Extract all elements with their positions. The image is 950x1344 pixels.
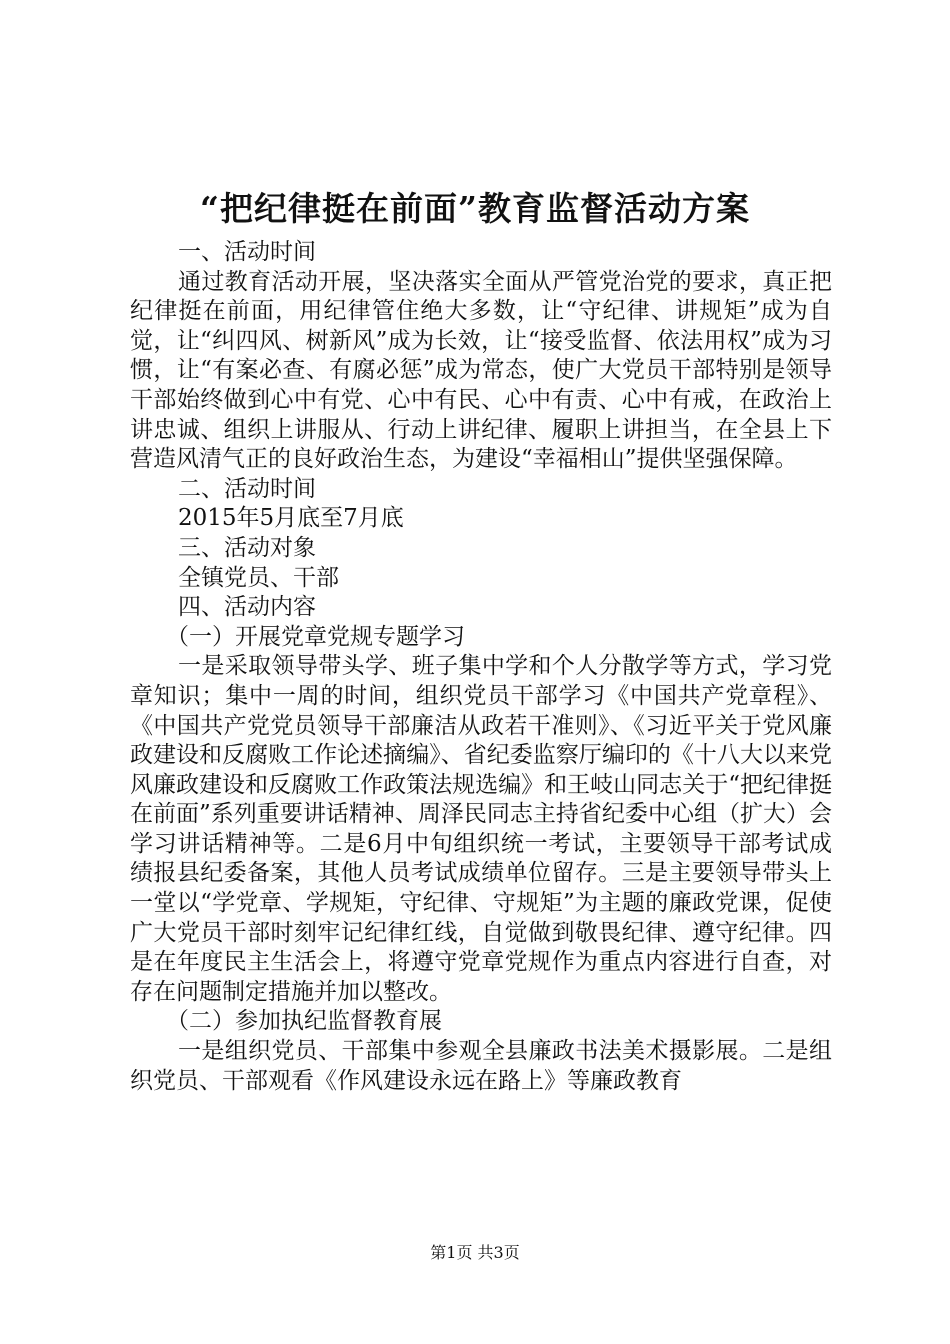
sub-heading: （一）开展党章党规专题学习 — [166, 623, 465, 650]
section-heading: 四、活动内容 — [178, 594, 316, 621]
paragraph: 通过教育活动开展，坚决落实全面从严管党治党的要求，真正把纪律挺在前面，用纪律管住绝大多数，让“守纪律、讲规矩”成为自觉，让“纠四风、树新风”成为长效，让“接受监督、依法用权”成为习惯，让“有案必查、有腐必惩”成为常态，使广大党员干部特别是领导干部始终做到心中有党、心中有民、心中有责、心中有戒，在政治上讲忠诚、组织上讲服从、行动上讲纪律、履职上讲担当，在全县上下营造风清气正的良好政治生态，为建设“幸福相山”提供坚强保障。 — [130, 268, 832, 473]
paragraph: 2015年5月底至7月底 — [178, 505, 404, 532]
paragraph: 一是组织党员、干部集中参观全县廉政书法美术摄影展。二是组织党员、干部观看《作风建设永远在路上》等廉政教育 — [130, 1038, 832, 1094]
sub-heading: （二）参加执纪监督教育展 — [166, 1008, 442, 1035]
document-title: “把纪律挺在前面”教育监督活动方案 — [200, 189, 750, 228]
page-footer: 第1页 共3页 — [430, 1243, 520, 1262]
document-body — [130, 238, 832, 1096]
section-heading: 二、活动时间 — [178, 475, 316, 502]
section-heading: 三、活动对象 — [178, 534, 316, 561]
section-heading: 一、活动时间 — [178, 239, 316, 265]
paragraph: 一是采取领导带头学、班子集中学和个人分散学等方式，学习党章知识；集中一周的时间，组织党员干部学习《中国共产党章程》、《中国共产党党员领导干部廉洁从政若干准则》、《习近平关于党风廉政建设和反腐败工作论述摘编》、省纪委监察厅编印的《十八大以来党风廉政建设和反腐败工作政策法规选编》和王岐山同志关于“把纪律挺在前面”系列重要讲话精神、周泽民同志主持省纪委中心组（扩大）会学习讲话精神等。二是6月中旬组织统一考试，主要领导干部考试成绩报县纪委备案，其他人员考试成绩单位留存。三是主要领导带头上一堂以“学党章、学规矩，守纪律、守规矩”为主题的廉政党课，促使广大党员干部时刻牢记纪律红线，自觉做到敬畏纪律、遵守纪律。四是在年度民主生活会上，将遵守党章党规作为重点内容进行自查，对存在问题制定措施并加以整改。 — [130, 653, 832, 1005]
paragraph: 全镇党员、干部 — [178, 564, 339, 591]
